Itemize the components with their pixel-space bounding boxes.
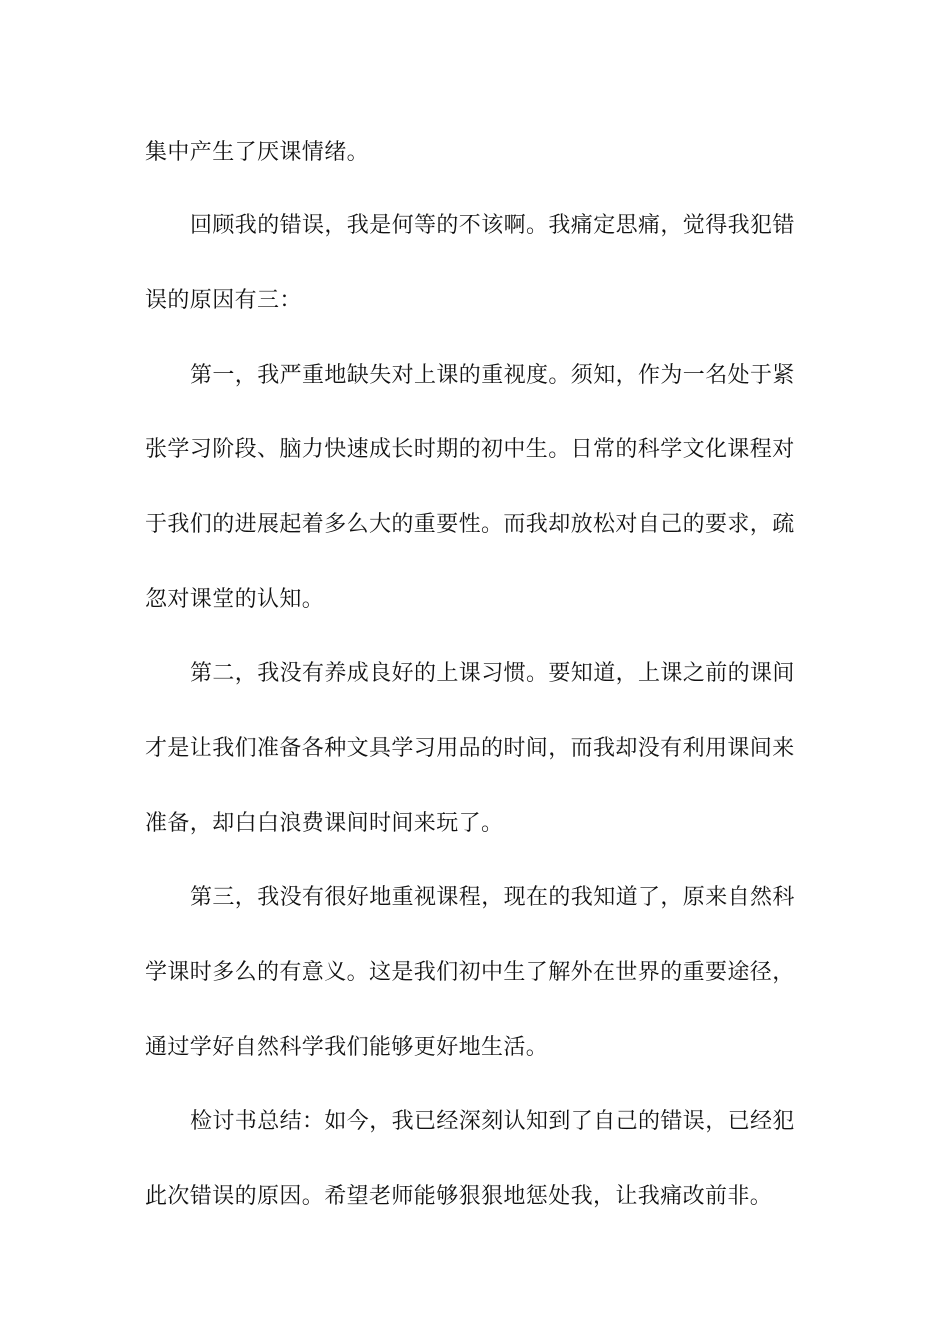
- text-line: 学课时多么的有意义。这是我们初中生了解外在世界的重要途径，: [145, 960, 795, 985]
- text-line: 误的原因有三：: [145, 288, 302, 313]
- text-line: 张学习阶段、脑力快速成长时期的初中生。日常的科学文化课程对: [145, 437, 795, 462]
- text-line: 忽对课堂的认知。: [145, 587, 325, 612]
- paragraph-first-line: 回顾我的错误，我是何等的不该啊。我痛定思痛，觉得我犯错: [190, 213, 795, 238]
- paragraph-first-line: 第二，我没有养成良好的上课习惯。要知道，上课之前的课间: [190, 661, 795, 686]
- text-line: 此次错误的原因。希望老师能够狠狠地惩处我，让我痛改前非。: [145, 1184, 773, 1209]
- text-line: 通过学好自然科学我们能够更好地生活。: [145, 1035, 549, 1060]
- paragraph-first-line: 第三，我没有很好地重视课程，现在的我知道了，原来自然科: [190, 885, 795, 910]
- text-line: 于我们的进展起着多么大的重要性。而我却放松对自己的要求，疏: [145, 512, 795, 537]
- text-line: 集中产生了厌课情绪。: [145, 140, 370, 165]
- paragraph-first-line: 检讨书总结：如今，我已经深刻认知到了自己的错误，已经犯: [190, 1109, 795, 1134]
- paragraph-first-line: 第一，我严重地缺失对上课的重视度。须知，作为一名处于紧: [190, 363, 795, 388]
- text-line: 才是让我们准备各种文具学习用品的时间，而我却没有利用课间来: [145, 736, 795, 761]
- text-line: 准备，却白白浪费课间时间来玩了。: [145, 811, 504, 836]
